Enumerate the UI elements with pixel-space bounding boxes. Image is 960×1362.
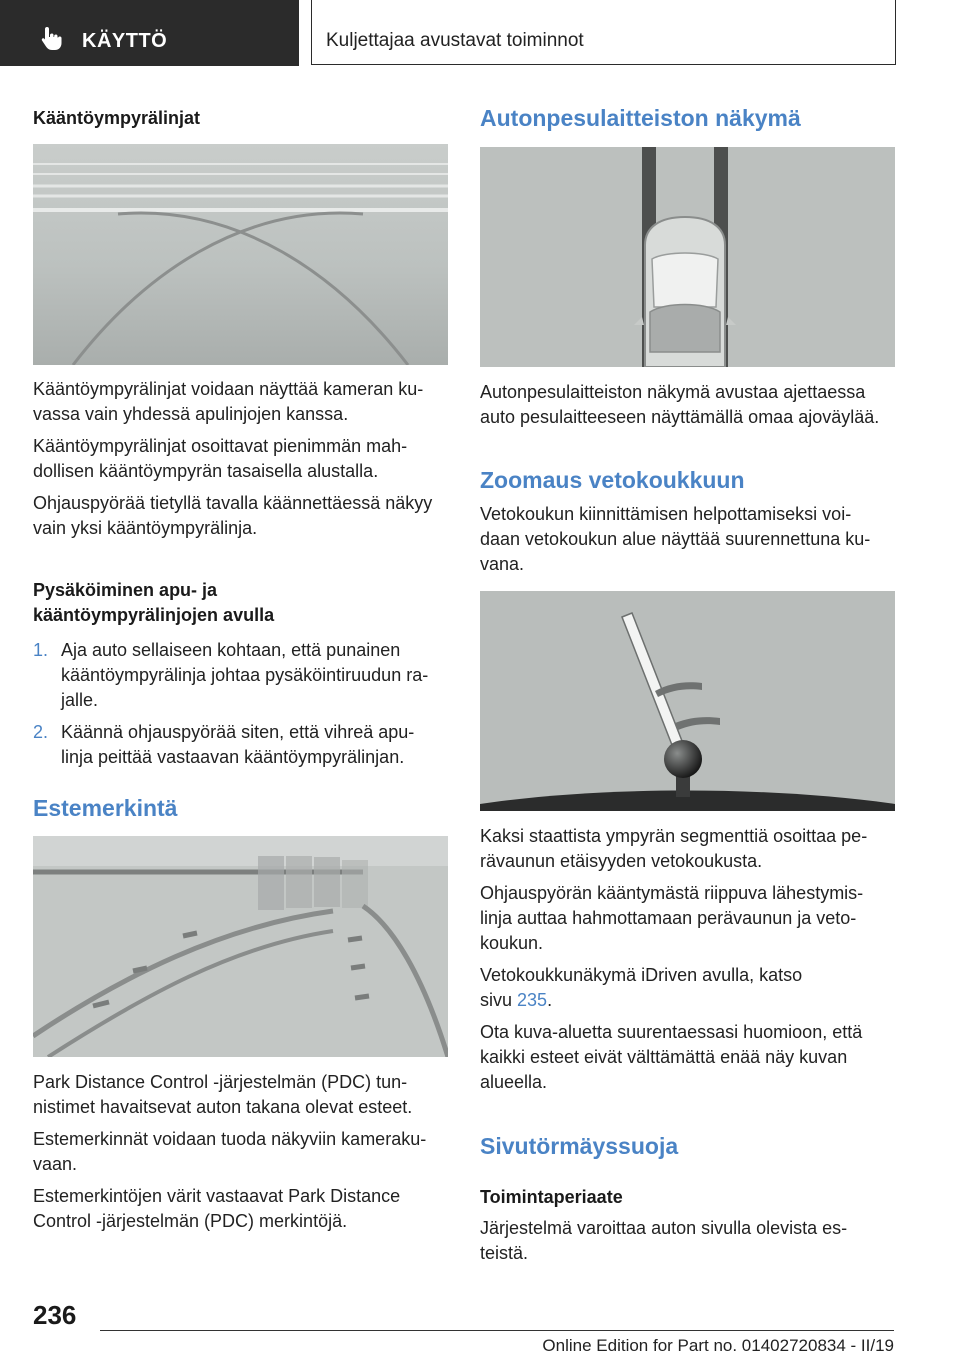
section-tab[interactable] [0, 0, 299, 66]
turning-paragraph-1: Kääntöympyrälinjat voidaan näyttää kameran ku- vassa vain yhdessä apulinjojen kanssa. [33, 379, 424, 424]
zoom-paragraph-4-text: Vetokoukkunäkymä iDriven avulla, katso sivu [480, 965, 803, 1010]
turning-paragraph-3: Ohjauspyörää tietyllä tavalla käännettäessä näkyy vain yksi kääntöympyrälinja. [33, 493, 433, 538]
side-collision-subtitle: Toimintaperiaate [480, 1187, 623, 1207]
step-text: Aja auto sellaiseen kohtaan, että punainen kääntöympyrälinja johtaa pysäköintiruudun ra- jalle. [61, 640, 429, 710]
turning-lines-title: Kääntöympyrälinjat [33, 108, 201, 128]
zoom-paragraph-3: Ohjauspyörän kääntymästä riippuva lähestymis- linja auttaa hahmottamaan perävaunun ja veto- koukun. [480, 883, 864, 953]
trailer-hitch-image [480, 591, 895, 811]
edition-note: Online Edition for Part no. 01402720834 - II/19 [542, 1336, 894, 1355]
page-link[interactable]: 235 [517, 990, 548, 1010]
obstacle-paragraph-2: Estemerkinnät voidaan tuoda näkyviin kameraku- vaan. [33, 1129, 427, 1174]
hand-pointer-icon [38, 24, 66, 52]
list-item [33, 720, 449, 770]
zoom-paragraph-4-end: . [547, 990, 553, 1010]
carwash-view-image [480, 147, 895, 367]
obstacle-paragraph-3: Estemerkintöjen värit vastaavat Park Distance Control -järjestelmän (PDC) merkintöjä. [33, 1186, 401, 1231]
chapter-title: Kuljettajaa avustavat toiminnot [326, 30, 584, 51]
turning-paragraph-2: Kääntöympyrälinjat osoittavat pienimmän mah- dollisen kääntöympyrän tasaisella alustalla. [33, 436, 408, 481]
carwash-paragraph: Autonpesulaitteiston näkymä avustaa ajettaessa auto pesulaitteeseen näyttämällä omaa ajoväylää. [480, 382, 880, 427]
obstacle-marking-image [33, 836, 448, 1057]
list-item [33, 638, 449, 713]
parking-subtitle: Pysäköiminen apu- ja kääntöympyrälinjojen avulla [33, 580, 275, 625]
carwash-heading: Autonpesulaitteiston näkymä [480, 105, 801, 131]
side-collision-paragraph: Järjestelmä varoittaa auton sivulla olevista es- teistä. [480, 1218, 848, 1263]
obstacle-paragraph-1: Park Distance Control -järjestelmän (PDC) tun- nistimet havaitsevat auton takana olevat esteet. [33, 1072, 413, 1117]
step-text: Käännä ohjauspyörää siten, että vihreä apu- linja peittää vastaavan kääntöympyrälinjan. [61, 722, 415, 767]
step-number: 1. [33, 640, 49, 660]
zoom-paragraph-5: Ota kuva-aluetta suurentaessasi huomioon, että kaikki esteet eivät välttämättä enää näy kuvan alueella. [480, 1022, 863, 1092]
zoom-paragraph-2: Kaksi staattista ympyrän segmenttiä osoittaa pe- rävaunun etäisyyden vetokoukusta. [480, 826, 868, 871]
zoom-heading: Zoomaus vetokoukkuun [480, 467, 745, 493]
footer-divider [100, 1330, 894, 1331]
zoom-paragraph-1: Vetokoukun kiinnittämisen helpottamiseksi voi- daan vetokoukun alue näyttää suurennettuna ku- vana. [480, 504, 871, 574]
chapter-header [311, 0, 896, 65]
obstacle-heading: Estemerkintä [33, 795, 178, 821]
section-label: KÄYTTÖ [82, 30, 168, 52]
step-number: 2. [33, 722, 49, 742]
zoom-paragraph-4 [480, 963, 895, 1013]
page-number: 236 [33, 1300, 77, 1330]
side-collision-heading: Sivutörmäyssuoja [480, 1133, 679, 1159]
turning-lines-image [33, 144, 448, 365]
